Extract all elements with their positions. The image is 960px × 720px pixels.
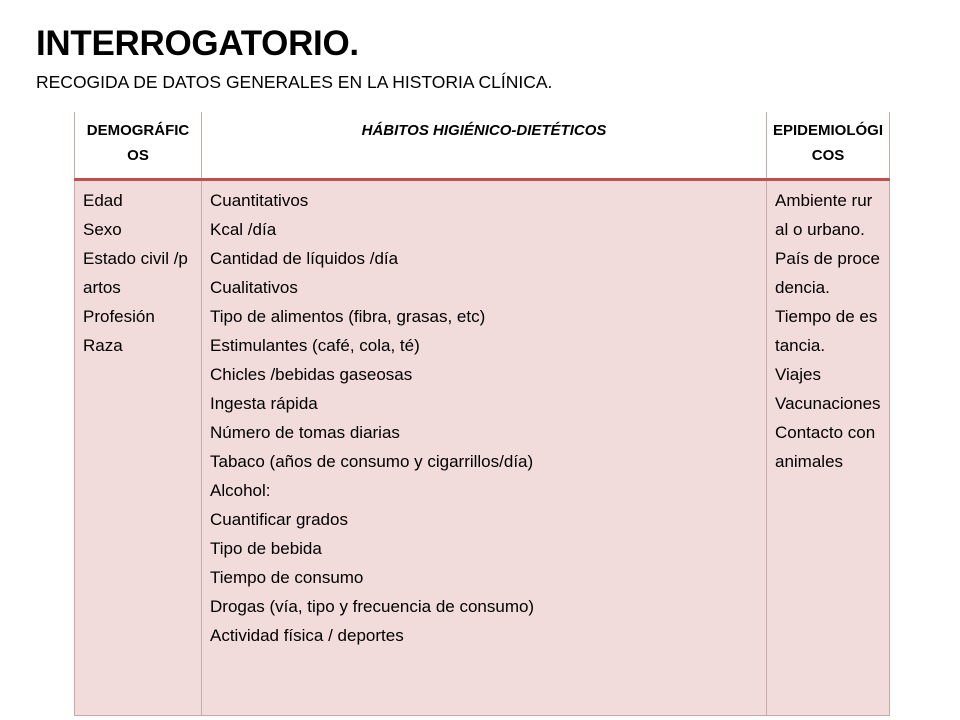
list-item: Número de tomas diarias <box>210 423 400 442</box>
list-item: Viajes <box>775 365 821 384</box>
slide-subtitle: RECOGIDA DE DATOS GENERALES EN LA HISTORIA CLÍNICA. <box>36 72 553 92</box>
cell-habitos <box>202 180 767 716</box>
list-item: Tiempo de estancia. <box>775 307 878 355</box>
list-item: Estimulantes (café, cola, té) <box>210 336 420 355</box>
slide-title: INTERROGATORIO. <box>36 24 359 63</box>
cell-demograficos <box>75 180 202 716</box>
header-epidemiologicos: EPIDEMIOLÓGICOS <box>767 112 890 180</box>
list-item: Cuantitativos <box>210 191 309 210</box>
header-habitos: HÁBITOS HIGIÉNICO-DIETÉTICOS <box>202 112 767 180</box>
list-item: Actividad física / deportes <box>210 626 404 645</box>
list-item: Contacto con animales <box>775 423 876 471</box>
list-item: Edad <box>83 191 123 210</box>
header-demograficos: DEMOGRÁFICOS <box>75 112 202 180</box>
cell-epidemiologicos <box>767 180 890 716</box>
list-item: Alcohol: <box>210 481 271 500</box>
table-header-row <box>75 112 890 180</box>
list-item: Drogas (vía, tipo y frecuencia de consumo) <box>210 597 535 616</box>
list-item: País de procedencia. <box>775 249 880 297</box>
list-item: Raza <box>83 336 123 355</box>
list-item: Ambiente rural o urbano. <box>775 191 873 239</box>
data-table <box>74 112 890 716</box>
list-item: Estado civil /partos <box>83 249 188 297</box>
list-item: Vacunaciones <box>775 394 881 413</box>
table-row <box>75 180 890 716</box>
list-item: Tipo de alimentos (fibra, grasas, etc) <box>210 307 486 326</box>
list-item: Sexo <box>83 220 122 239</box>
list-item: Chicles /bebidas gaseosas <box>210 365 413 384</box>
list-item: Cuantificar grados <box>210 510 348 529</box>
list-item: Kcal /día <box>210 220 277 239</box>
list-item: Tiempo de consumo <box>210 568 364 587</box>
list-item: Cualitativos <box>210 278 298 297</box>
list-item: Cantidad de líquidos /día <box>210 249 399 268</box>
list-item: Tabaco (años de consumo y cigarrillos/día) <box>210 452 534 471</box>
list-item: Tipo de bebida <box>210 539 322 558</box>
list-item: Profesión <box>83 307 155 326</box>
list-item: Ingesta rápida <box>210 394 318 413</box>
